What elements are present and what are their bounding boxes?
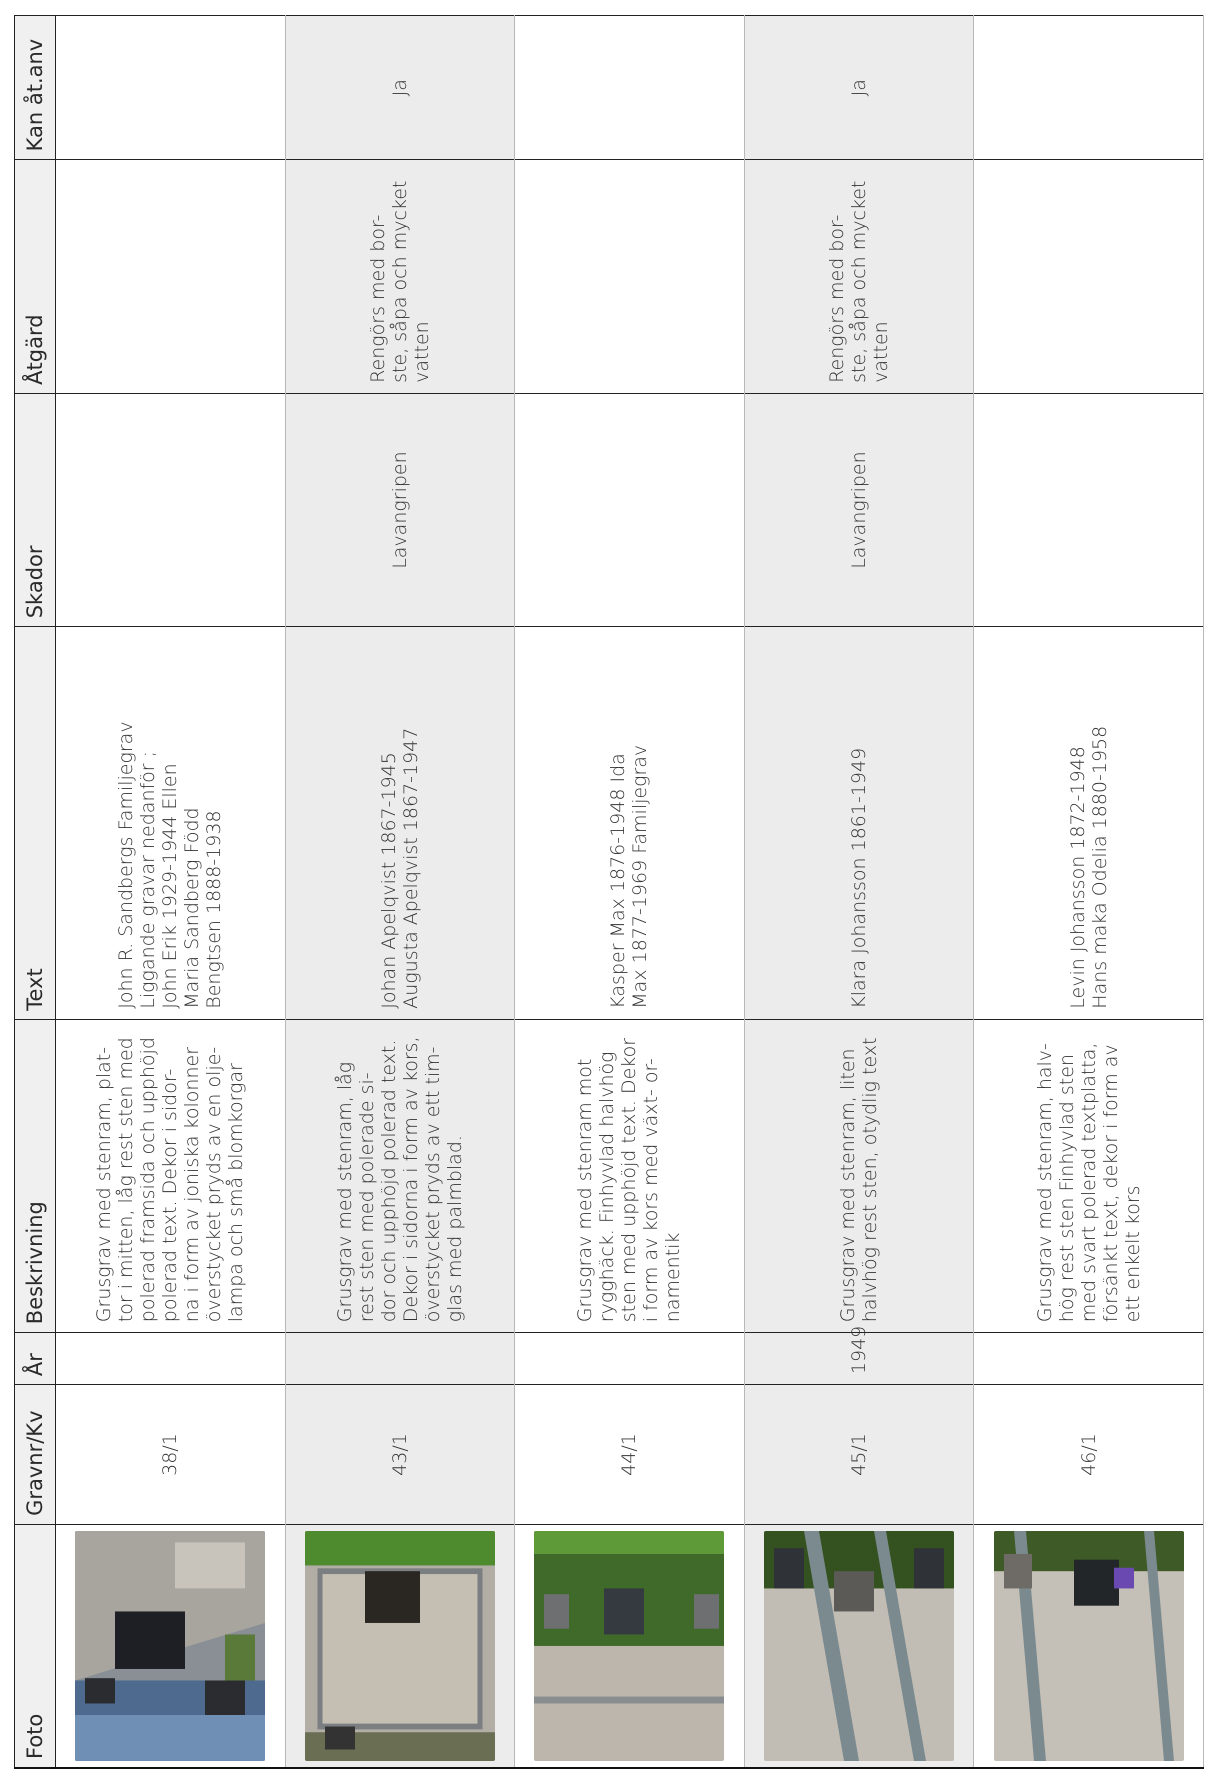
skador-cell: Lavangripen: [285, 393, 515, 626]
skador-cell: [515, 393, 745, 626]
beskrivning-cell: Grusgrav med stenram mot rygghäck. Finhyvlad halvhög sten med upphöjd text. Dekor i form av kors med växt- or- namentik: [515, 1019, 745, 1333]
photo-cell: [974, 1524, 1204, 1768]
text-cell: Johan Apelqvist 1867-1945 Augusta Apelqvist 1867-1947: [285, 627, 515, 1019]
kan-cell: Ja: [285, 16, 515, 160]
text-cell: Klara Johansson 1861-1949: [744, 627, 974, 1019]
skador-cell: [56, 393, 286, 626]
header-skador: Skador: [15, 393, 56, 626]
text-cell: Kasper Max 1876-1948 Ida Max 1877-1969 Familjegrav: [515, 627, 745, 1019]
atgard-cell: Rengörs med bor- ste, såpa och mycket vatten: [744, 160, 974, 393]
header-kan: Kan åt.anv: [15, 16, 56, 160]
gravnr-cell: 38/1: [56, 1385, 286, 1525]
header-text: Text: [15, 627, 56, 1019]
table-row: [744, 16, 974, 1769]
kan-cell: [515, 16, 745, 160]
photo-cell: [56, 1524, 286, 1768]
ar-cell: [56, 1333, 286, 1385]
ar-cell: [285, 1333, 515, 1385]
gravnr-cell: 44/1: [515, 1385, 745, 1525]
header-row: [15, 16, 56, 1769]
grave-photo: [764, 1531, 954, 1761]
atgard-cell: Rengörs med bor- ste, såpa och mycket vatten: [285, 160, 515, 393]
photo-cell: [744, 1524, 974, 1768]
skador-cell: [974, 393, 1204, 626]
header-gravnr: Gravnr/Kv: [15, 1385, 56, 1525]
atgard-cell: [515, 160, 745, 393]
table-row: [515, 16, 745, 1769]
beskrivning-cell: Grusgrav med stenram, halv- hög rest sten Finhyvlad sten med svart polerad textplatta, försänkt text, dekor i form av ett enkelt kors: [974, 1019, 1204, 1333]
kan-cell: [56, 16, 286, 160]
beskrivning-cell: Grusgrav med stenram, låg rest sten med polerade si- dor och upphöjd polerad text. Dekor i sidorna i form av kors, överstycket pryds av ett tim- glas med palmblad.: [285, 1019, 515, 1333]
header-beskrivning: Beskrivning: [15, 1019, 56, 1333]
gravnr-cell: 46/1: [974, 1385, 1204, 1525]
grave-inventory-table: [14, 15, 1204, 1769]
header-atgard: Åtgärd: [15, 160, 56, 393]
grave-photo: [305, 1531, 495, 1761]
header-ar: År: [15, 1333, 56, 1385]
gravnr-cell: 45/1: [744, 1385, 974, 1525]
table-row: [974, 16, 1204, 1769]
header-foto: Foto: [15, 1524, 56, 1768]
kan-cell: [974, 16, 1204, 160]
ar-cell: [515, 1333, 745, 1385]
beskrivning-cell: Grusgrav med stenram, plat- tor i mitten, låg rest sten med polerad framsida och upphöjd polerad text. Dekor i sidor- na i form av joniska kolonner överstycket pryds av en olje- lampa och små blomkorgar: [56, 1019, 286, 1333]
table-row: [56, 16, 286, 1769]
photo-cell: [515, 1524, 745, 1768]
gravnr-cell: 43/1: [285, 1385, 515, 1525]
text-cell: John R. Sandbergs Familjegrav Liggande gravar nedanför ; John Erik 1929-1944 Ellen Maria Sandberg Född Bengtsen 1888-1938: [56, 627, 286, 1019]
text-cell: Levin Johansson 1872-1948 Hans maka Odelia 1880-1958: [974, 627, 1204, 1019]
grave-photo: [534, 1531, 724, 1761]
atgard-cell: [56, 160, 286, 393]
grave-photo: [75, 1531, 265, 1761]
table-row: [285, 16, 515, 1769]
ar-cell: 1949: [744, 1333, 974, 1385]
beskrivning-cell: Grusgrav med stenram, liten halvhög rest sten, otydlig text: [744, 1019, 974, 1333]
skador-cell: Lavangripen: [744, 393, 974, 626]
ar-cell: [974, 1333, 1204, 1385]
photo-cell: [285, 1524, 515, 1768]
atgard-cell: [974, 160, 1204, 393]
kan-cell: Ja: [744, 16, 974, 160]
grave-photo: [994, 1531, 1184, 1761]
